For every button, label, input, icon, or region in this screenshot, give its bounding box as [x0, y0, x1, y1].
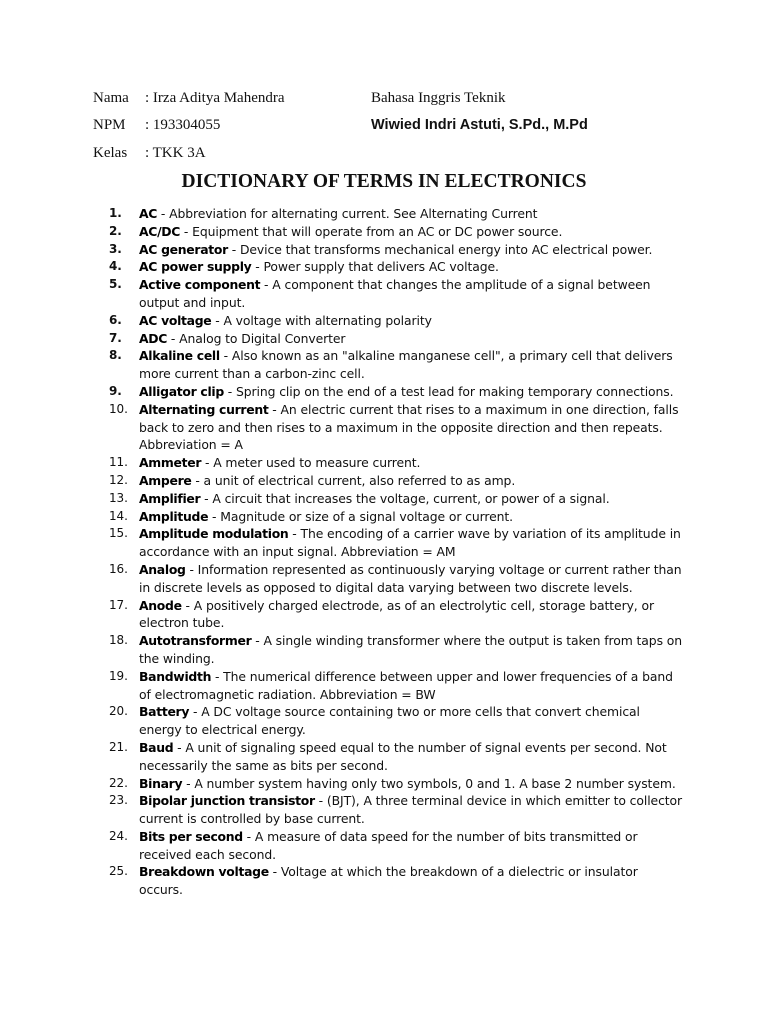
term-number: 9.: [109, 383, 122, 398]
header-kelas-row: [93, 144, 206, 162]
term-definition: - Also known as an "alkaline manganese cell", a primary cell that delivers more current than a carbon-zinc cell.: [139, 348, 673, 382]
term-number: 25.: [109, 864, 128, 879]
term-number: 20.: [109, 704, 128, 719]
term-name: AC power supply: [139, 259, 252, 275]
term-item: [109, 863, 684, 899]
term-item: [109, 241, 684, 259]
term-definition: - Analog to Digital Converter: [167, 330, 346, 346]
term-number: 5.: [109, 277, 122, 292]
header-npm-row: [93, 116, 220, 134]
term-number: 16.: [109, 561, 128, 576]
term-item: [109, 703, 684, 739]
term-definition: - Information represented as continuously varying voltage or current rather than in discrete levels as opposed to digital data varying between two discrete levels.: [139, 561, 682, 595]
document-title: DICTIONARY OF TERMS IN ELECTRONICS: [181, 171, 587, 192]
term-number: 3.: [109, 241, 122, 256]
term-item: [109, 330, 684, 348]
term-item: [109, 775, 684, 793]
npm-value: : 193304055: [145, 117, 221, 133]
term-item: [109, 401, 684, 454]
term-number: 2.: [109, 223, 122, 238]
term-name: Ampere: [139, 472, 192, 488]
term-number: 1.: [109, 206, 122, 220]
term-number: 18.: [109, 633, 128, 648]
term-name: Binary: [139, 775, 183, 791]
term-item: [109, 632, 684, 668]
term-definition: - Magnitude or size of a signal voltage or current.: [208, 508, 513, 524]
term-item: [109, 276, 684, 312]
kelas-label: Kelas: [93, 145, 128, 161]
term-definition: - The encoding of a carrier wave by variation of its amplitude in accordance with an input signal. Abbreviation = AM: [139, 526, 681, 560]
term-number: 11.: [109, 455, 128, 470]
term-name: AC: [139, 206, 158, 221]
term-number: 22.: [109, 775, 128, 790]
term-item: [109, 828, 684, 864]
term-name: AC generator: [139, 241, 228, 257]
term-definition: - A single winding transformer where the output is taken from taps on the winding.: [139, 633, 682, 666]
term-name: Amplifier: [139, 490, 201, 506]
term-definition: - A positively charged electrode, as of an electrolytic cell, storage battery, or electron tube.: [139, 597, 654, 631]
term-number: 14.: [109, 508, 128, 523]
header-nama-row: [93, 89, 285, 107]
term-name: Alternating current: [139, 401, 269, 417]
term-definition: - Abbreviation for alternating current. See Alternating Current: [157, 206, 538, 221]
term-item: [109, 792, 684, 828]
term-item: [109, 312, 684, 330]
term-definition: - A DC voltage source containing two or more cells that convert chemical energy to electrical energy.: [139, 704, 640, 738]
term-name: ADC: [139, 330, 168, 346]
term-definition: - A meter used to measure current.: [201, 455, 421, 471]
term-name: Ammeter: [139, 455, 202, 471]
term-number: 4.: [109, 259, 122, 274]
term-definition: - Spring clip on the end of a test lead for making temporary connections.: [223, 383, 674, 399]
term-name: AC voltage: [139, 312, 212, 328]
term-number: 10.: [109, 401, 128, 416]
term-definition: - Voltage at which the breakdown of a dielectric or insulator occurs.: [139, 864, 638, 898]
term-item: [109, 561, 684, 597]
term-definition: - Equipment that will operate from an AC or DC power source.: [180, 223, 563, 239]
term-definition: - A unit of signaling speed equal to the number of signal events per second. Not necessarily the same as bits per second.: [139, 739, 667, 773]
terms-list: [109, 205, 684, 899]
term-definition: - The numerical difference between upper and lower frequencies of a band of electromagnetic radiation. Abbreviation = BW: [139, 668, 673, 702]
term-number: 7.: [109, 330, 122, 345]
npm-label: NPM: [93, 117, 126, 133]
term-item: [109, 347, 684, 383]
term-number: 19.: [109, 668, 128, 683]
term-definition: - Power supply that delivers AC voltage.: [251, 259, 499, 275]
term-item: [109, 472, 684, 490]
term-item: [109, 223, 684, 241]
course-name: Bahasa Inggris Teknik: [371, 90, 506, 106]
term-name: AC/DC: [139, 223, 181, 239]
term-item: [109, 508, 684, 526]
term-definition: - a unit of electrical current, also referred to as amp.: [191, 472, 516, 488]
term-item: [109, 205, 684, 223]
term-item: [109, 454, 684, 472]
term-item: [109, 258, 684, 276]
term-number: 23.: [109, 793, 128, 808]
term-name: Amplitude: [139, 508, 209, 524]
term-name: Active component: [139, 277, 261, 293]
term-name: Analog: [139, 561, 186, 577]
term-definition: - A number system having only two symbols, 0 and 1. A base 2 number system.: [182, 775, 676, 791]
term-number: 24.: [109, 828, 128, 843]
term-item: [109, 490, 684, 508]
term-number: 21.: [109, 739, 128, 754]
term-definition: - An electric current that rises to a maximum in one direction, falls back to zero and then rises to a maximum in the opposite direction and then repeats. Abbreviation = A: [139, 401, 679, 453]
term-name: Autotransformer: [139, 633, 252, 649]
term-name: Baud: [139, 739, 174, 755]
term-item: [109, 383, 684, 401]
term-name: Battery: [139, 704, 190, 720]
term-number: 17.: [109, 597, 128, 612]
term-name: Bandwidth: [139, 668, 212, 684]
term-name: Bits per second: [139, 828, 243, 844]
term-number: 12.: [109, 472, 128, 487]
term-item: [109, 597, 684, 633]
lecturer-name: Wiwied Indri Astuti, S.Pd., M.Pd: [371, 117, 588, 133]
term-name: Alligator clip: [139, 383, 224, 399]
term-definition: - Device that transforms mechanical energy into AC electrical power.: [227, 241, 653, 257]
nama-value: : Irza Aditya Mahendra: [145, 90, 285, 106]
term-number: 15.: [109, 526, 128, 541]
term-item: [109, 739, 684, 775]
term-definition: - A voltage with alternating polarity: [211, 312, 432, 328]
term-name: Bipolar junction transistor: [139, 793, 315, 809]
term-number: 8.: [109, 348, 122, 363]
kelas-value: : TKK 3A: [145, 145, 206, 161]
term-number: 6.: [109, 312, 122, 327]
term-definition: - A circuit that increases the voltage, current, or power of a signal.: [200, 490, 610, 506]
term-definition: - A measure of data speed for the number of bits transmitted or received each second.: [139, 828, 638, 862]
term-item: [109, 525, 684, 561]
term-name: Breakdown voltage: [139, 864, 269, 880]
term-definition: - (BJT), A three terminal device in which emitter to collector current is controlled by base current.: [139, 793, 683, 827]
term-name: Alkaline cell: [139, 348, 220, 364]
nama-label: Nama: [93, 90, 129, 106]
term-name: Amplitude modulation: [139, 526, 289, 542]
term-item: [109, 668, 684, 704]
term-name: Anode: [139, 597, 182, 613]
term-definition: - A component that changes the amplitude of a signal between output and input.: [139, 277, 651, 310]
term-number: 13.: [109, 490, 128, 505]
